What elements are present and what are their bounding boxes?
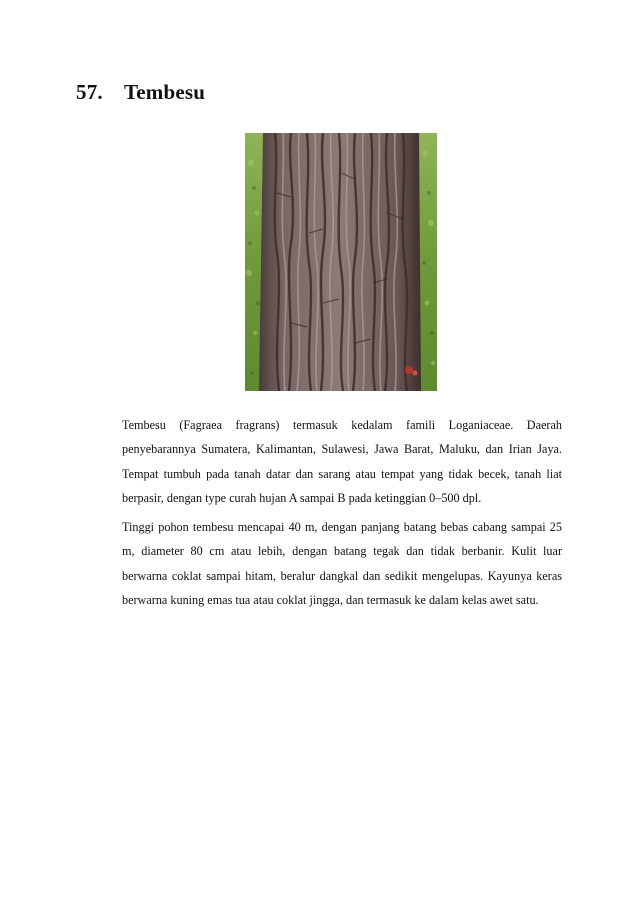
tree-bark-photo [245,133,437,391]
section-number: 57. [76,80,103,104]
bark-illustration [245,133,437,391]
section-title: Tembesu [124,80,206,104]
paragraph-distribution: Tembesu (Fagraea fragrans) termasuk kedalam famili Loganiaceae. Daerah penyebarannya Sumatera, Kalimantan, Sulawesi, Jawa Barat, Maluku, dan Irian Jaya. Tempat tumbuh pada tanah datar dan sarang atau tempat yang tidak becek, tanah liat berpasir, dengan type curah hujan A sampai B pada ketinggian 0–500 dpl. [122,418,562,505]
section-heading [76,80,205,105]
paragraph-description: Tinggi pohon tembesu mencapai 40 m, dengan panjang batang bebas cabang sampai 25 m, diameter 80 cm atau lebih, dengan batang tegak dan tidak berbanir. Kulit luar berwarna coklat sampai hitam, beralur dangkal dan sedikit mengelupas. Kayunya keras berwarna kuning emas tua atau coklat jingga, dan termasuk ke dalam kelas awet satu. [122,520,562,607]
